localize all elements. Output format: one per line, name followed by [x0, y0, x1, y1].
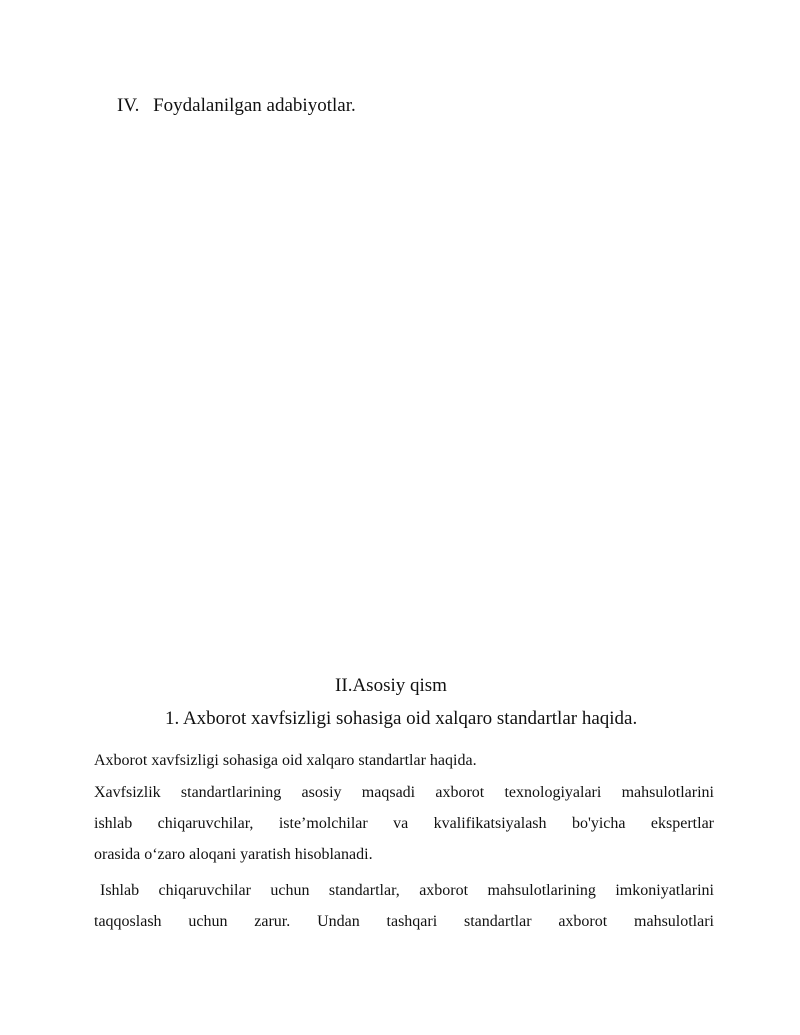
paragraph-line: Ishlab chiqaruvchilar uchun standartlar, axborot mahsulotlarining imkoniyatlarini — [100, 882, 714, 899]
section-title: II.Asosiy qism — [335, 675, 447, 696]
paragraph-line: orasida o‘zaro aloqani yaratish hisoblanadi. — [94, 846, 373, 863]
paragraph-manufacturers — [94, 875, 714, 937]
toc-item-references — [117, 95, 356, 117]
paragraph-line: Xavfsizlik standartlarining asosiy maqsadi axborot texnologiyalari mahsulotlarini — [94, 784, 714, 801]
subsection-title: 1. Axborot xavfsizligi sohasiga oid xalqaro standartlar haqida. — [165, 708, 638, 729]
toc-item-label: Foydalanilgan adabiyotlar. — [153, 95, 356, 116]
paragraph-line: taqqoslash uchun zarur. Undan tashqari standartlar axborot mahsulotlari — [94, 913, 714, 930]
paragraph-line: ishlab chiqaruvchilar, iste’molchilar va kvalifikatsiyalash bo'yicha ekspertlar — [94, 815, 714, 832]
paragraph-intro: Axborot xavfsizligi sohasiga oid xalqaro standartlar haqida. — [94, 752, 477, 769]
paragraph-purpose — [94, 777, 714, 870]
toc-item-number: IV. — [117, 95, 140, 116]
